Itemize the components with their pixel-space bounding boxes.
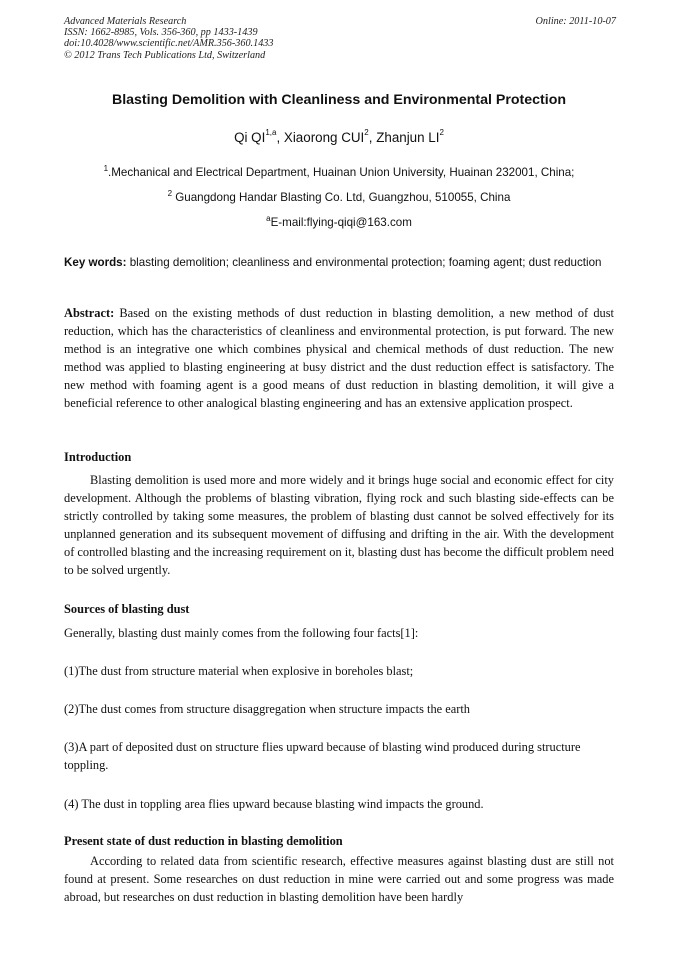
- abstract-text: Based on the existing methods of dust reduction in blasting demolition, a new method of dust reduction, which has the characteristics of cleanliness and environmental protection, is put forward. The new method is an integrative one which combines physical and chemical methods of dust reduction. The new method was applied to blasting engineering at busy district and the dust reduction effect is satisfactory. The new method with foaming agent is a good means of dust reduction in blasting demolition, it will give a beneficial reference to other analogical blasting engineering and has an extensive application prospect.: [64, 306, 614, 410]
- abstract-label: Abstract:: [64, 306, 115, 320]
- keywords-paragraph: [64, 254, 614, 272]
- journal-name: Advanced Materials Research: [64, 16, 187, 27]
- source-item-4: (4) The dust in toppling area flies upward because blasting wind impacts the ground.: [64, 797, 484, 811]
- author-name: Qi QI: [234, 130, 266, 145]
- author-affiliation-mark: 2: [439, 128, 444, 137]
- source-item-1: (1)The dust from structure material when explosive in boreholes blast;: [64, 664, 414, 678]
- email-text[interactable]: E-mail:flying-qiqi@163.com: [270, 216, 412, 229]
- abstract-paragraph: [64, 304, 614, 412]
- doi-line[interactable]: doi:10.4028/www.scientific.net/AMR.356-360.1433: [64, 38, 274, 50]
- copyright-line: © 2012 Trans Tech Publications Ltd, Switzerland: [64, 49, 266, 61]
- author-name: Zhanjun LI: [376, 130, 440, 145]
- issn-line: ISSN: 1662-8985, Vols. 356-360, pp 1433-1439: [64, 27, 258, 39]
- affiliation-mark: a: [266, 214, 271, 223]
- author-affiliation-mark: 2: [364, 128, 369, 137]
- author-affiliation-mark: 1,a: [265, 128, 277, 137]
- online-date: Online: 2011-10-07: [535, 16, 616, 27]
- author-email: [0, 216, 678, 229]
- affiliation-text: .Mechanical and Electrical Department, Huainan Union University, Huainan 232001, China;: [108, 166, 575, 179]
- affiliation-mark: 1: [103, 164, 109, 173]
- journal-header: [64, 16, 616, 61]
- affiliation-1: [0, 166, 678, 179]
- author-separator: ,: [368, 130, 377, 145]
- affiliation-2: [0, 191, 678, 204]
- present-state-heading: Present state of dust reduction in blasting demolition: [64, 834, 343, 848]
- sources-intro: Generally, blasting dust mainly comes from the following four facts[1]:: [64, 626, 419, 640]
- present-state-paragraph: According to related data from scientific research, effective measures against blasting dust are still not found at present. Some researches on dust reduction in mine were carried out and some progress was made abroad, but researches on dust reduction in blasting demolition have been hardly: [64, 854, 614, 904]
- keywords-label: Key words:: [64, 256, 127, 269]
- affiliation-mark: 2: [167, 189, 173, 198]
- author-name: Xiaorong CUI: [283, 130, 365, 145]
- affiliation-text: Guangdong Handar Blasting Co. Ltd, Guangzhou, 510055, China: [172, 191, 511, 204]
- introduction-heading: Introduction: [64, 450, 132, 464]
- source-item-3: (3)A part of deposited dust on structure flies upward because of blasting wind produced during structure toppling.: [64, 740, 581, 772]
- sources-heading: Sources of blasting dust: [64, 602, 190, 616]
- keywords-text: blasting demolition; cleanliness and environmental protection; foaming agent; dust reduction: [126, 256, 602, 269]
- introduction-paragraph: Blasting demolition is used more and more widely and it brings huge social and economic effect for city development. Although the problems of blasting vibration, flying rock and such blasting side-effects can be strictly controlled by taking some measures, the problem of blasting dust cannot be solved effectively for its unplanned generation and its subsequent movement of diffusing and drifting in the air. With the development of controlled blasting and the increasing requirement on it, blasting dust has become the difficult problem need to be solved urgently.: [64, 473, 614, 577]
- author-separator: ,: [276, 130, 284, 145]
- paper-title: Blasting Demolition with Cleanliness and Environmental Protection: [111, 92, 567, 108]
- author-list: [0, 130, 678, 145]
- source-item-2: (2)The dust comes from structure disaggregation when structure impacts the earth: [64, 702, 471, 716]
